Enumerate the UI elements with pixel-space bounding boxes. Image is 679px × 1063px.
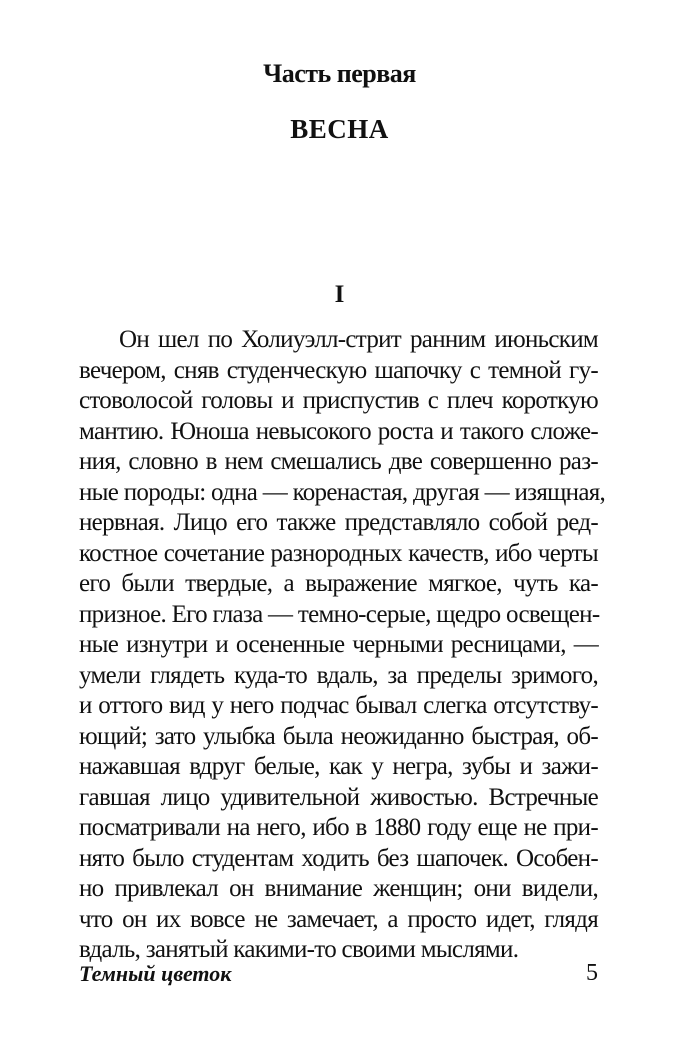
chapter-number: I [334,281,345,308]
paragraph-line: ющий; зато улыбка была неожиданно быстрая, об- [79,722,598,750]
paragraph-line: вдаль, занятый какими-то своими мыслями. [79,936,519,963]
paragraph-line: нажавшая вдруг белые, как у негра, зубы и зажи- [79,753,598,780]
part-title: Часть первая [263,59,416,88]
paragraph-line: посматривали на него, ибо в 1880 году еще не при- [79,814,598,841]
paragraph-line: мантию. Юноша невысокого роста и такого сложе- [79,417,598,445]
page-number: 5 [586,960,598,986]
paragraph-line: ные породы: одна — коренастая, другая — изящная, [79,478,606,506]
paragraph-line: костное сочетание разнородных качеств, ибо черты [79,539,598,567]
paragraph-line: стоволосой головы и приспустив с плеч короткую [79,387,598,414]
paragraph-line: нервная. Лицо его также представляло собой ред- [79,509,598,536]
paragraph-line: гавшая лицо удивительной живостью. Встречные [79,783,598,811]
paragraph-line: но привлекал он внимание женщин; они видели, [79,875,598,902]
paragraph-line: и оттого вид у него подчас бывал слегка отсутству- [79,692,598,719]
running-footer-title: Темный цветок [79,961,232,986]
paragraph-line: Он шел по Холиуэлл-стрит ранним июньским [119,326,598,353]
paragraph-line: умели глядеть куда-то вдаль, за пределы зримого, [79,661,598,689]
paragraph-line: вечером, сняв студенческую шапочку с темной гу- [79,356,598,384]
paragraph-line: ные изнутри и осененные черными ресницами, — [79,631,598,658]
paragraph-line: ния, словно в нем смешались две совершенно раз- [79,448,598,475]
paragraph-line: призное. Его глаза — темно-серые, щедро освещен- [79,600,600,628]
paragraph-line: нято было студентам ходить без шапочек. Особен- [79,844,598,872]
chapter-paragraph [79,325,606,966]
paragraph-line: что он их вовсе не замечает, а просто идет, глядя [79,905,598,933]
section-title: ВЕСНА [290,114,389,144]
paragraph-line: его были твердые, а выражение мягкое, чуть ка- [79,570,598,597]
